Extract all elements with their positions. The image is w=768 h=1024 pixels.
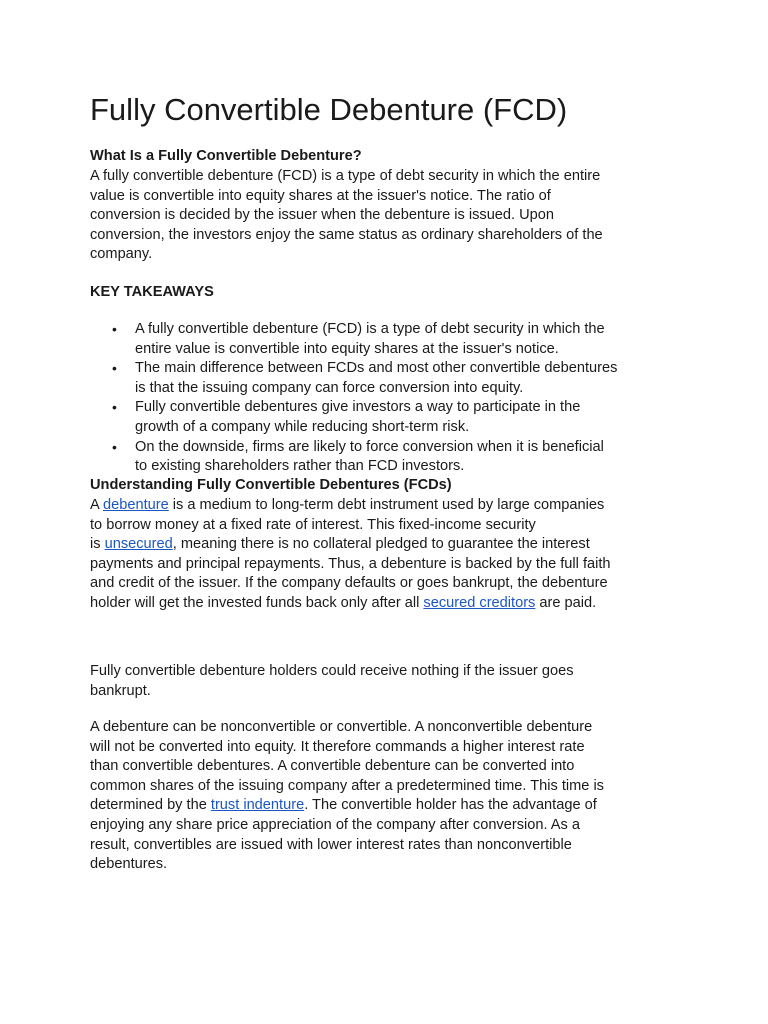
- bullet-icon: •: [112, 399, 117, 416]
- text-line: payments and principal repayments. Thus, a debenture is backed by the full faith: [90, 555, 611, 572]
- list-item: [90, 359, 690, 398]
- text-line: common shares of the issuing company after a predetermined time. This time is: [90, 777, 604, 794]
- text-fragment: is: [90, 536, 105, 553]
- text-line: entire value is convertible into equity shares at the issuer's notice.: [135, 340, 559, 357]
- list-item: [90, 320, 690, 359]
- text-fragment: determined by the: [90, 797, 211, 814]
- text-fragment: is a medium to long-term debt instrument used by large companies: [168, 497, 605, 513]
- text-line: On the downside, firms are likely to force conversion when it is beneficial: [135, 438, 604, 455]
- key-takeaways-list: [90, 320, 690, 477]
- text-line: company.: [90, 246, 153, 263]
- bullet-icon: •: [112, 360, 117, 377]
- text-line: A fully convertible debenture (FCD) is a type of debt security in which the: [135, 321, 605, 337]
- text-line: The main difference between FCDs and most other convertible debentures: [135, 360, 618, 377]
- section-heading-what-is: What Is a Fully Convertible Debenture?: [90, 148, 362, 164]
- text-line: to borrow money at a fixed rate of interest. This fixed-income security: [90, 516, 536, 533]
- text-fragment: , meaning there is no collateral pledged to guarantee the interest: [172, 536, 590, 553]
- page-title: Fully Convertible Debenture (FCD): [90, 92, 568, 127]
- text-fragment: holder will get the invested funds back only after all: [90, 594, 424, 611]
- text-fragment: are paid.: [535, 594, 597, 611]
- key-takeaways-heading: KEY TAKEAWAYS: [90, 284, 214, 300]
- text-line: [90, 594, 690, 614]
- text-fragment: . The convertible holder has the advantage of: [304, 797, 597, 814]
- text-line: Fully convertible debentures give investors a way to participate in the: [135, 399, 581, 416]
- text-line: to existing shareholders rather than FCD investors.: [135, 458, 465, 475]
- link-debenture[interactable]: debenture: [102, 497, 169, 513]
- text-line: conversion, the investors enjoy the same status as ordinary shareholders of the: [90, 226, 603, 243]
- text-line: value is convertible into equity shares at the issuer's notice. The ratio of: [90, 187, 551, 204]
- paragraph-nonconvertible: [90, 718, 690, 875]
- text-line: bankrupt.: [90, 682, 151, 699]
- text-line: enjoying any share price appreciation of the company after conversion. As a: [90, 816, 580, 833]
- link-unsecured[interactable]: unsecured: [104, 536, 173, 553]
- text-line: [90, 535, 690, 555]
- text-line: A fully convertible debenture (FCD) is a type of debt security in which the entire: [90, 168, 601, 184]
- section-heading-understanding: Understanding Fully Convertible Debentures (FCDs): [90, 477, 452, 493]
- link-secured-creditors[interactable]: secured creditors: [423, 594, 536, 611]
- paragraph-bankrupt: [90, 662, 690, 701]
- link-trust-indenture[interactable]: trust indenture: [210, 797, 305, 814]
- text-line: A debenture can be nonconvertible or convertible. A nonconvertible debenture: [90, 719, 593, 735]
- list-item: [90, 398, 690, 437]
- text-line: [90, 796, 690, 816]
- paragraph-definition: [90, 167, 690, 265]
- text-fragment: A: [90, 497, 103, 513]
- text-line: is that the issuing company can force conversion into equity.: [135, 379, 524, 396]
- bullet-icon: •: [112, 438, 117, 455]
- text-line: conversion is decided by the issuer when the debenture is issued. Upon: [90, 207, 555, 224]
- text-line: growth of a company while reducing short-term risk.: [135, 418, 470, 435]
- text-line: result, convertibles are issued with lower interest rates than nonconvertible: [90, 836, 572, 853]
- text-line: than convertible debentures. A convertible debenture can be converted into: [90, 758, 575, 775]
- text-line: and credit of the issuer. If the company defaults or goes bankrupt, the debenture: [90, 575, 608, 592]
- paragraph-understanding: [90, 496, 690, 614]
- text-line: debentures.: [90, 856, 168, 873]
- text-line: [90, 496, 690, 516]
- text-line: will not be converted into equity. It therefore commands a higher interest rate: [90, 738, 585, 755]
- bullet-icon: •: [112, 321, 117, 337]
- text-line: Fully convertible debenture holders could receive nothing if the issuer goes: [90, 663, 574, 679]
- list-item: [90, 438, 690, 477]
